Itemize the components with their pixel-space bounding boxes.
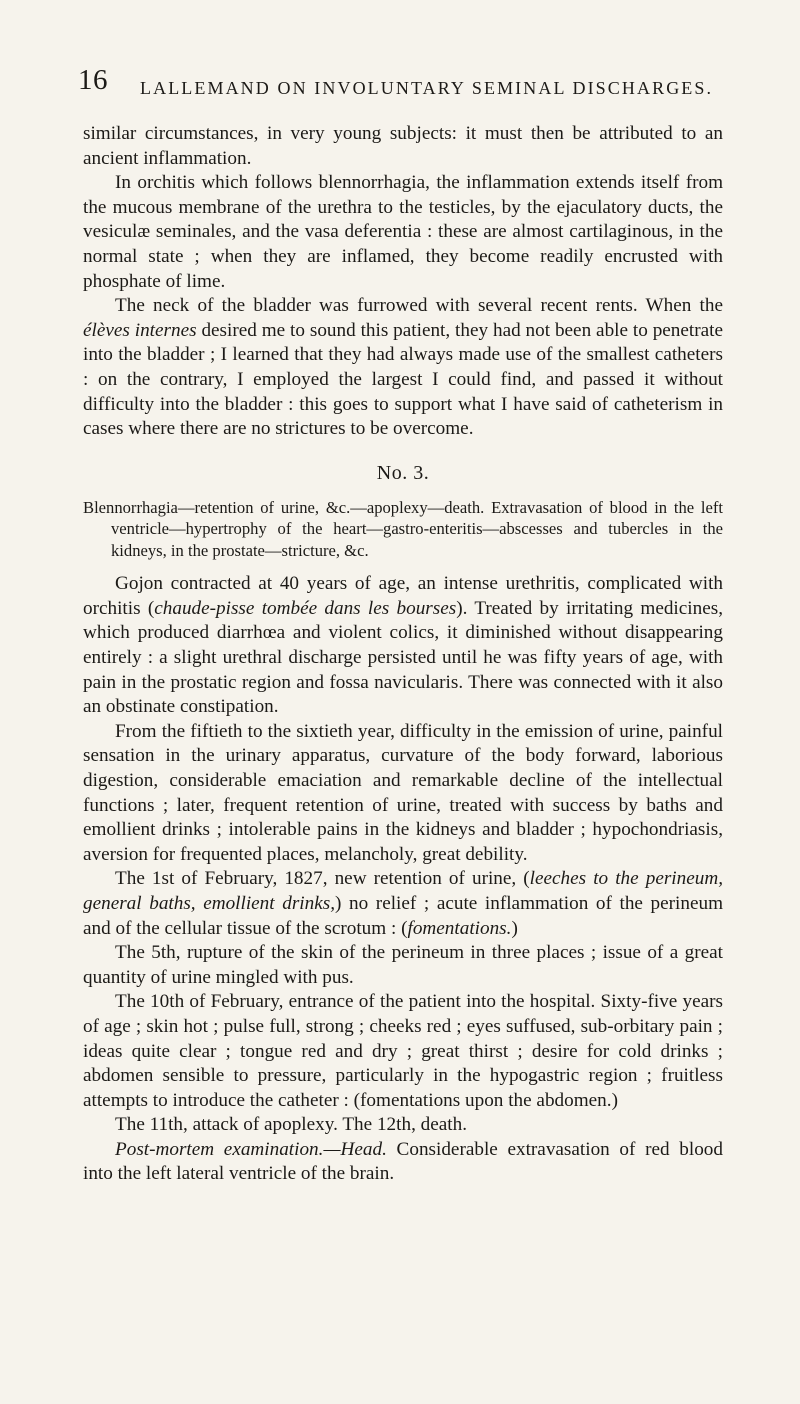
paragraph-tenth: The 10th of February, entrance of the patient into the hospital. Sixty-five years of age ; skin hot ; pulse full, strong ; cheeks red ; eyes suffused, sub-orbitary pain ; ideas quite clear ; tongue red and dry ; great thirst ; desire for cold drinks ; abdomen sensible to pressure, particularly in the hypogastric region ; fruitless attempts to introduce the catheter : (fomentations upon the abdomen.) [83, 991, 723, 1111]
italic-phrase: leeches to the perineum, general baths, emollient drinks, [83, 868, 723, 914]
text-run: ). Treated by irritating medicines, which produced diarrhœa and violent colics, it diminished without disappearing entirely : a slight urethral discharge persisted until he was fifty years of age, with pain in the prostatic region and fossa navicularis. There was connected with it also an obstinate constipation. [83, 597, 723, 718]
paragraph-continuation: similar circumstances, in very young subjects: it must then be attributed to an ancient inflammation. [83, 123, 723, 169]
text-run: The 1st of February, 1827, new retention of urine, ( [115, 868, 530, 890]
italic-phrase: élèves internes [83, 319, 197, 341]
text-run: desired me to sound this patient, they had not been able to penetrate into the bladder ; I learned that they had always made use of the smallest catheters : on the contrary, I employed the largest I could find, and passed it without difficulty into the bladder : this goes to support what I have said of catheterism in cases where there are no strictures to be overcome. [83, 319, 723, 440]
text-run: Gojon contracted at 40 years of age, an intense urethritis, complicated with orchitis ( [83, 573, 723, 619]
paragraph-february-first [83, 867, 723, 941]
text-run: Considerable extravasation of red blood into the left lateral ventricle of the brain. [83, 1138, 723, 1185]
paragraph-post-mortem [83, 1138, 723, 1187]
paragraph-fifth: The 5th, rupture of the skin of the perineum in three places ; issue of a great quantity of urine mingled with pus. [83, 942, 723, 988]
paragraph-progression: From the fiftieth to the sixtieth year, difficulty in the emission of urine, painful sensation in the urinary apparatus, curvature of the body forward, laborious digestion, considerable emaciation and remarkable decline of the intellectual functions ; later, frequent retention of urine, treated with success by baths and emollient drinks ; intolerable pains in the kidneys and bladder ; hypochondriasis, aversion for frequented places, melancholy, great debility. [83, 720, 723, 865]
text-run: ) no relief ; acute inflammation of the perineum and of the cellular tissue of the scrotum : ( [83, 892, 724, 939]
page-body [83, 122, 723, 1187]
page-header [78, 64, 718, 104]
italic-phrase: fomentations. [407, 917, 512, 939]
text-run: ) [511, 917, 518, 939]
case-summary: Blennorrhagia—retention of urine, &c.—apoplexy—death. Extravasation of blood in the left ventricle—hypertrophy of the heart—gastro-enteritis—abscesses and tubercles in the kidneys, in the prostate—stricture, &c. [83, 497, 723, 560]
paragraph-orchitis: In orchitis which follows blennorrhagia, the inflammation extends itself from the mucous membrane of the urethra to the testicles, by the ejaculatory ducts, the vesiculæ seminales, and the vasa deferentia : these are almost cartilaginous, in the normal state ; when they are inflamed, they become readily encrusted with phosphate of lime. [83, 172, 723, 292]
italic-phrase: Post-mortem examination.—Head. [115, 1138, 387, 1160]
italic-phrase: chaude-pisse tombée dans les bourses [154, 597, 457, 619]
text-run: The neck of the bladder was furrowed with several recent rents. When the [115, 295, 723, 317]
paragraph-bladder-neck [83, 294, 723, 442]
paragraph-eleventh: The 11th, attack of apoplexy. The 12th, death. [115, 1114, 468, 1136]
case-heading: No. 3. [376, 461, 430, 484]
paragraph-case-history [83, 572, 723, 720]
running-title: LALLEMAND ON INVOLUNTARY SEMINAL DISCHARGES. [140, 78, 714, 98]
page-number: 16 [78, 64, 108, 96]
